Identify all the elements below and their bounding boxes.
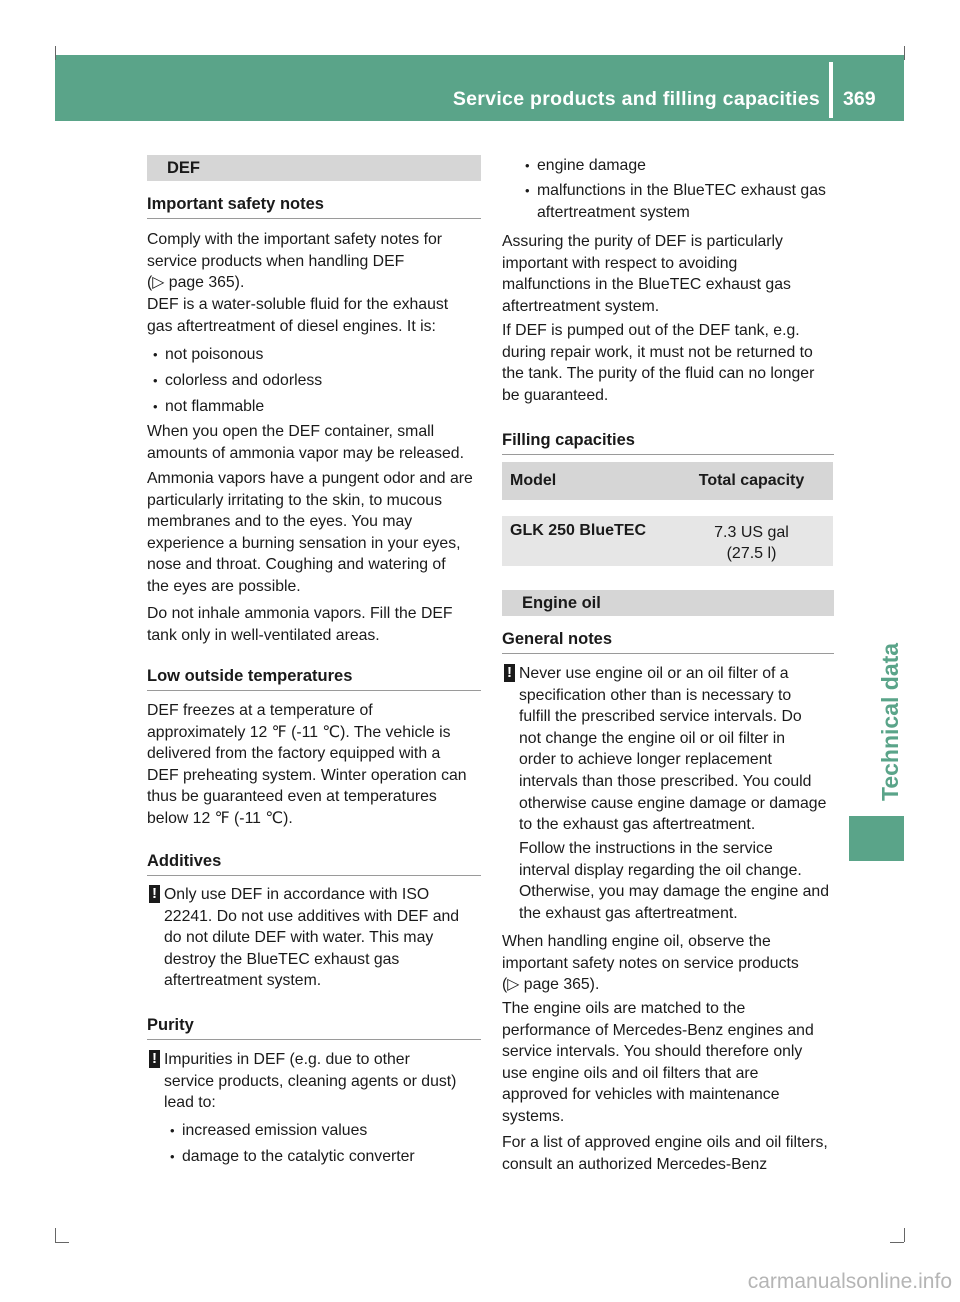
additives-heading: Additives (147, 851, 481, 876)
list-item: • not flammable (147, 396, 481, 418)
oil-paragraph: When handling engine oil, observe the important safety notes on service products (▷ page 365). (502, 933, 799, 994)
list-item: • increased emission values (164, 1120, 482, 1142)
safety-paragraph: Comply with the important safety notes for service products when handling DEF (▷ page 365). (147, 231, 443, 292)
column-header-model: Model (510, 472, 557, 489)
list-item: • malfunctions in the BlueTEC exhaust gas aftertreatment system (519, 180, 835, 223)
cell-model: GLK 250 BlueTEC (510, 522, 647, 539)
def-heading: DEF (147, 155, 481, 181)
general-notes-heading: General notes (502, 629, 834, 654)
filling-capacities-heading: Filling capacities (502, 430, 834, 455)
crop-mark (55, 1242, 69, 1243)
warning-icon: ! (149, 885, 160, 903)
additives-warning: Only use DEF in accordance with ISO 22241. Do not use additives with DEF and do not dilute DEF with water. This may destroy the BlueTEC exhaust gas aftertreatment system. (164, 886, 460, 990)
purity-heading: Purity (147, 1015, 481, 1040)
purity-paragraph: If DEF is pumped out of the DEF tank, e.g. during repair work, it must not be returned to the tank. The purity of the fluid can no longer be guaranteed. (502, 322, 815, 404)
page-title: Service products and filling capacities (452, 88, 820, 110)
purity-paragraph: Assuring the purity of DEF is particularly important with respect to avoiding malfunctions in the BlueTEC exhaust gas aftertreatment system. (502, 233, 791, 315)
safety-paragraph: DEF is a water-soluble fluid for the exhaust gas aftertreatment of diesel engines. It is: (147, 296, 449, 335)
crop-mark (904, 46, 905, 60)
header-divider (829, 62, 833, 118)
crop-mark (904, 1228, 905, 1242)
oil-warning: Follow the instructions in the service interval display regarding the oil change. Otherwise, you may damage the engine and the exhaust gas aftertreatment. (519, 840, 829, 922)
oil-warning: Never use engine oil or an oil filter of a specification other than is necessary to fulfill the prescribed service intervals. Do not change the engine oil or oil filter in order to achieve longer replacement intervals than those prescribed. You could otherwise cause engine damage or damage to the exhaust gas aftertreatment. (519, 665, 827, 834)
section-tab-label: Technical data (877, 642, 903, 801)
purity-warning: Impurities in DEF (e.g. due to other service products, cleaning agents or dust) lead to: (164, 1051, 457, 1112)
safety-paragraph: Do not inhale ammonia vapors. Fill the DEF tank only in well-ventilated areas. (147, 605, 453, 644)
safety-heading: Important safety notes (147, 194, 481, 219)
warning-icon: ! (149, 1050, 160, 1068)
capacity-table (502, 462, 833, 566)
warning-icon: ! (504, 664, 515, 682)
crop-mark (55, 1228, 56, 1242)
engine-oil-heading: Engine oil (502, 590, 834, 616)
low-temp-paragraph: DEF freezes at a temperature of approximately 12 ℉ (-11 ℃). The vehicle is delivered from the factory equipped with a DEF preheating system. Winter operation can thus be guaranteed even at temperatures below 12 ℉ (-11 ℃). (147, 702, 467, 827)
list-item: • engine damage (519, 155, 835, 177)
section-tab (849, 121, 904, 821)
list-item: • not poisonous (147, 344, 481, 366)
section-tab-marker (849, 816, 904, 861)
watermark: carmanualsonline.info (747, 1270, 952, 1293)
list-item: • damage to the catalytic converter (164, 1146, 482, 1168)
list-item: • colorless and odorless (147, 370, 481, 392)
cell-capacity: 7.3 US gal (27.5 l) (714, 524, 789, 562)
oil-paragraph: For a list of approved engine oils and oil filters, consult an authorized Mercedes-Benz (502, 1134, 828, 1173)
safety-paragraph: When you open the DEF container, small amounts of ammonia vapor may be released. (147, 423, 464, 462)
column-header-capacity: Total capacity (698, 472, 805, 489)
table-row (502, 516, 833, 566)
table-header-row (502, 462, 833, 500)
page-number: 369 (843, 88, 876, 110)
low-temp-heading: Low outside temperatures (147, 666, 481, 691)
oil-paragraph: The engine oils are matched to the performance of Mercedes-Benz engines and service intervals. You should therefore only use engine oils and oil filters that are approved for vehicles with maintenance systems. (502, 1000, 814, 1125)
crop-mark (55, 46, 56, 60)
safety-paragraph: Ammonia vapors have a pungent odor and are particularly irritating to the skin, to mucous membranes and to the eyes. You may experience a burning sensation in your eyes, nose and throat. Coughing and watering of the eyes are possible. (147, 470, 473, 595)
crop-mark (890, 1242, 904, 1243)
